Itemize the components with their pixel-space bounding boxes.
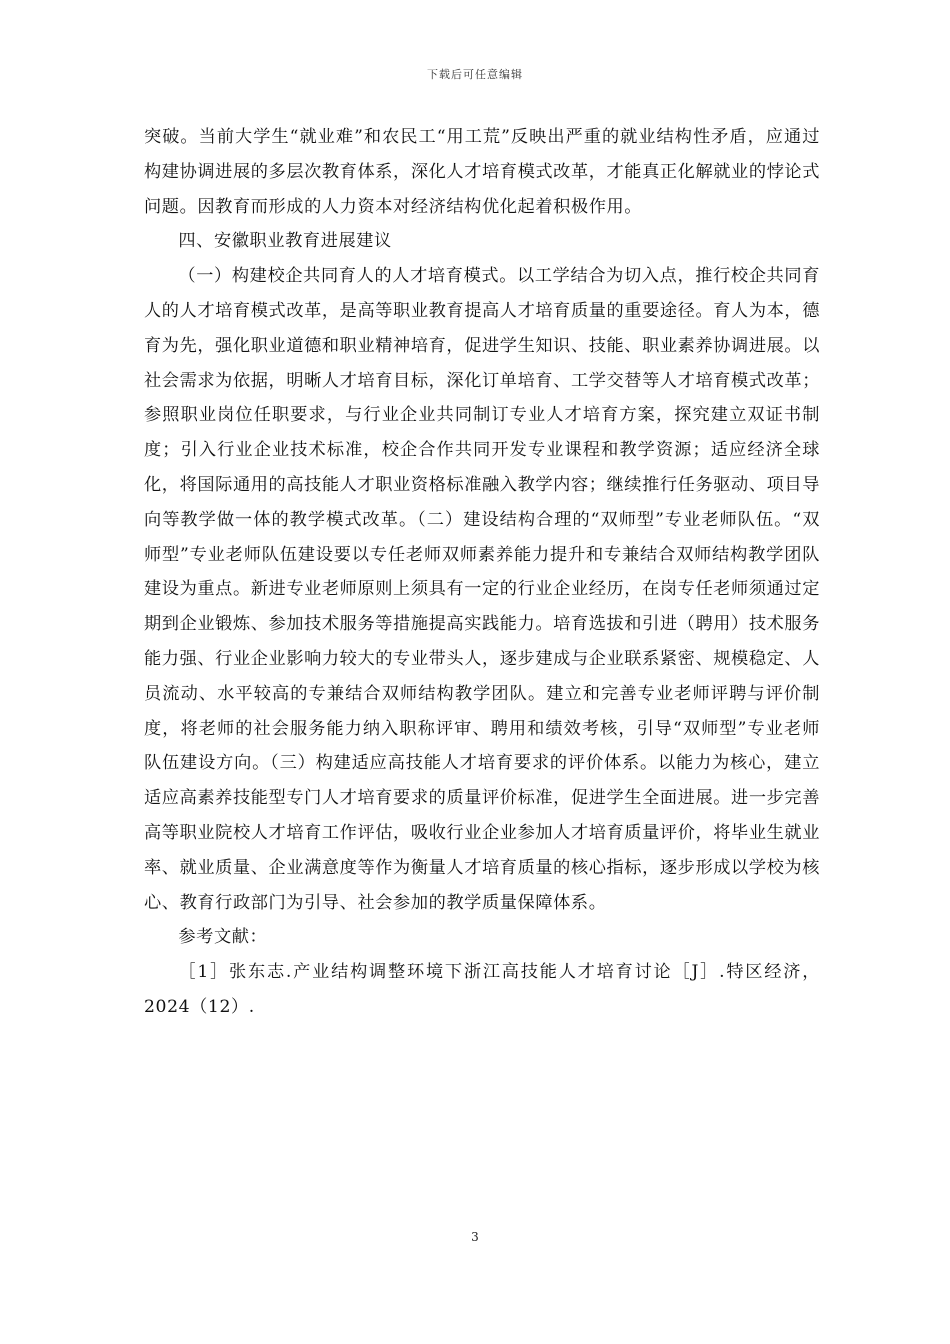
section-heading: 四、安徽职业教育进展建议 [178, 231, 392, 252]
reference-item: ［1］张东志.产业结构调整环境下浙江高技能人才培育讨论［J］.特区经济，2024（12）. [144, 962, 820, 1017]
continuation-paragraph: 突破。当前大学生“就业难”和农民工“用工荒”反映出严重的就业结构性矛盾，应通过构建协调进展的多层次教育体系，深化人才培育模式改革，才能真正化解就业的悖论式问题。因教育而形成的人力资本对经济结构优化起着积极作用。 [144, 127, 820, 217]
references-heading: 参考文献： [178, 927, 268, 948]
page-number: 3 [471, 1230, 479, 1244]
page-header: 下载后可任意编辑 [427, 68, 523, 81]
main-paragraph: （一）构建校企共同育人的人才培育模式。以工学结合为切入点，推行校企共同育人的人才培育模式改革，是高等职业教育提高人才培育质量的重要途径。育人为本，德育为先，强化职业道德和职业精神培育，促进学生知识、技能、职业素养协调进展。以社会需求为依据，明晰人才培育目标，深化订单培育、工学交替等人才培育模式改革；参照职业岗位任职要求，与行业企业共同制订专业人才培育方案，探究建立双证书制度；引入行业企业技术标准，校企合作共同开发专业课程和教学资源；适应经济全球化，将国际通用的高技能人才职业资格标准融入教学内容；继续推行任务驱动、项目导向等教学做一体的教学模式改革。（二）建设结构合理的“双师型”专业老师队伍。“双师型”专业老师队伍建设要以专任老师双师素养能力提升和专兼结合双师结构教学团队建设为重点。新进专业老师原则上须具有一定的行业企业经历，在岗专任老师须通过定期到企业锻炼、参加技术服务等措施提高实践能力。培育选拔和引进（聘用）技术服务能力强、行业企业影响力较大的专业带头人，逐步建成与企业联系紧密、规模稳定、人员流动、水平较高的专兼结合双师结构教学团队。建立和完善专业老师评聘与评价制度，将老师的社会服务能力纳入职称评审、聘用和绩效考核，引导“双师型”专业老师队伍建设方向。（三）构建适应高技能人才培育要求的评价体系。以能力为核心，建立适应高素养技能型专门人才培育要求的质量评价标准，促进学生全面进展。进一步完善高等职业院校人才培育工作评估，吸收行业企业参加人才培育质量评价，将毕业生就业率、就业质量、企业满意度等作为衡量人才培育质量的核心指标，逐步形成以学校为核心、教育行政部门为引导、社会参加的教学质量保障体系。 [144, 266, 820, 913]
document-body [144, 120, 820, 1025]
